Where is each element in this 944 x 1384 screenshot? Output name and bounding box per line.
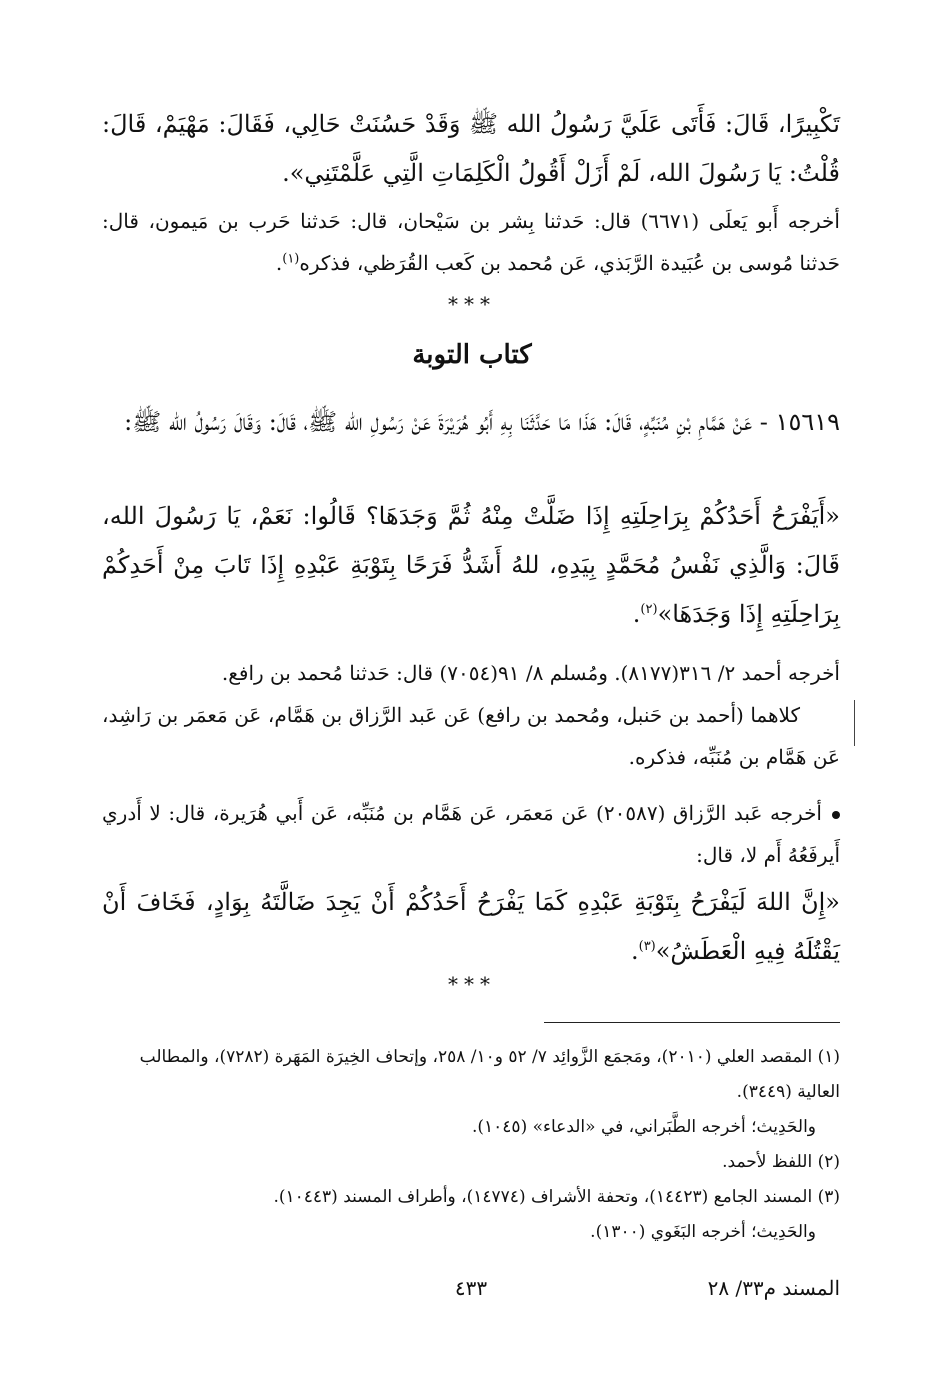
footnote-ref-2: (٢)	[640, 602, 658, 617]
footnote-ref-1: (١)	[282, 251, 300, 267]
hadith-15619-header	[102, 398, 840, 447]
footnote-1: (١) المقصد العلي (٢٠١٠)، ومَجمَع الزَّوائِد ٧/ ٥٢ و١٠/ ٢٥٨، وإتحاف الخِيرَة المَهَرة (٧٢٨٢)، والمطالب العالية (٣٤٤٩).	[139, 1047, 840, 1102]
quote-2-end: .	[630, 937, 639, 965]
hadith-15619-quote: «أَيَفْرَحُ أَحَدُكُمْ بِرَاحِلَتِهِ إِذَا ضَلَّتْ مِنْهُ ثُمَّ وَجَدَهَا؟ قَالُوا: نَعَمْ، يَا رَسُولَ الله، قَالَ: وَالَّذِي نَفْسُ مُحَمَّدٍ بِيَدِهِ، للهُ أَشَدُّ فَرَحًا بِتَوْبَةِ عَبْدِهِ إِذَا تَابَ مِنْ أَحَدِكُمْ بِرَاحِلَتِهِ إِذَا وَجَدَهَا»	[102, 502, 840, 628]
hadith-ending-paragraph	[102, 100, 840, 198]
section-separator-stars: ***	[448, 292, 496, 316]
source-paragraph-1	[102, 200, 840, 284]
footnote-3-continuation: والحَدِيث؛ أخرجه البَغَوي (١٣٠٠).	[590, 1222, 816, 1242]
source-3-text: أخرجه عَبد الرَّزاق (٢٠٥٨٧) عَن مَعمَر، عَن هَمَّام بن مُنَبِّه، عَن أَبي هُرَيرة، قال: لا أَدري أَيرفَعُهُ أَم لا، قال:	[102, 801, 840, 867]
source-1-text: أخرجه أَبو يَعلَى (٦٦٧١) قال: حَدثنا بِشر بن سَيْحان، قال: حَدثنا حَرب بن مَيمون، قال: حَدثنا مُوسى بن عُبَيدة الرَّبَذي، عَن مُحمد بن كَعب القُرَظي، فذكره	[102, 209, 840, 275]
footnote-2: (٢) اللفظ لأحمد.	[722, 1152, 840, 1172]
hadith-15619-isnad: ١٥٦١٩ - عَنْ هَمَّامِ بْنِ مُنَبِّهٍ، قَالَ: هَذَا مَا حَدَّثَنَا بِهِ أَبُو هُرَيْرَةَ عَنْ رَسُولِ الله ﷺ، قَالَ: وَقَالَ رَسُولُ الله ﷺ:	[124, 408, 840, 436]
footnote-1-continuation: والحَدِيث؛ أخرجه الطَّبَراني، في «الدعاء» (١٠٤٥).	[471, 1117, 816, 1137]
source-2-line-b: كلاهما (أحمد بن حَنبل، ومُحمد بن رافع) عَن عَبد الرَّزاق بن هَمَّام، عَن مَعمَر بن رَاشِد، عَن هَمَّام بن مُنَبِّه، فذكره.	[102, 703, 840, 769]
margin-marker	[854, 700, 855, 746]
printer-signature: المسند م٣٣/ ٢٨	[707, 1276, 840, 1300]
source-2-line-a: أخرجه أحمد ٢/ ٣١٦(٨١٧٧). ومُسلم ٨/ ٩١(٧٠٥٤) قال: حَدثنا مُحمد بن رافع.	[221, 661, 840, 685]
hadith-ending-text: تَكْبِيرًا، قَالَ: فَأَتَى عَلَيَّ رَسُولُ الله ﷺ وَقَدْ حَسُنَتْ حَالِي، فَقَالَ: مَهْيَمْ، قَالَ: قُلْتُ: يَا رَسُولَ الله، لَمْ أَزَلْ أَقُولُ الْكَلِمَاتِ الَّتِي عَلَّمْتَنِي».	[102, 110, 840, 187]
footnote-divider	[544, 1022, 840, 1023]
footnote-ref-3: (٣)	[638, 939, 656, 954]
hadith-15619-matn	[102, 492, 840, 639]
footnotes	[102, 1040, 840, 1250]
footnote-3: (٣) المسند الجامع (١٤٤٢٣)، وتحفة الأشراف (١٤٧٧٤)، وأطراف المسند (١٠٤٤٣).	[273, 1187, 840, 1207]
page-footer	[102, 1276, 840, 1316]
source-paragraph-3	[102, 792, 840, 876]
quote-1-end: .	[632, 600, 641, 628]
hadith-second-matn	[102, 878, 840, 976]
source-1-end: .	[275, 251, 283, 275]
section-separator-stars-2: ***	[448, 972, 496, 996]
bullet-icon	[832, 811, 840, 819]
page-number: ٤٣٣	[454, 1276, 488, 1300]
source-paragraph-2	[102, 652, 840, 778]
chapter-heading: كتاب التوبة	[412, 340, 532, 370]
hadith-second-quote: «إِنَّ اللهَ لَيَفْرَحُ بِتَوْبَةِ عَبْدِهِ كَمَا يَفْرَحُ أَحَدُكُمْ أَنْ يَجِدَ ضَالَّتَهُ بِوَادٍ، فَخَافَ أَنْ يَقْتُلَهُ فِيهِ الْعَطَشُ»	[102, 888, 840, 965]
